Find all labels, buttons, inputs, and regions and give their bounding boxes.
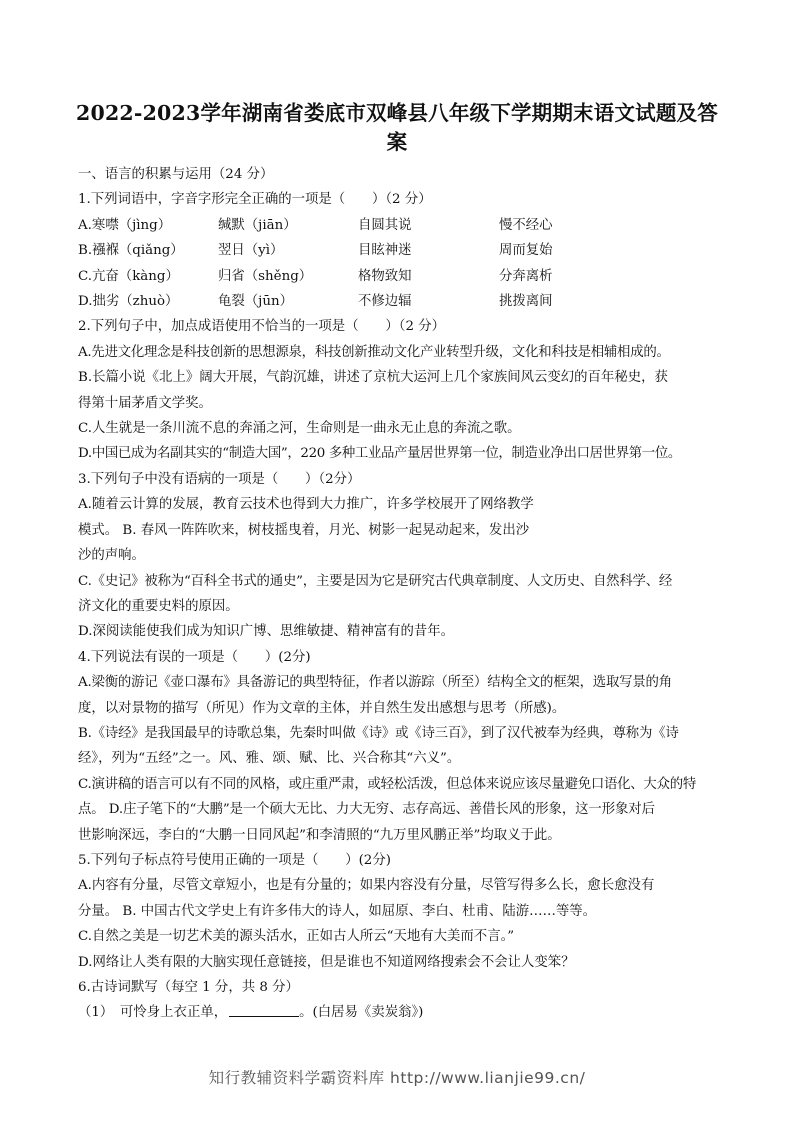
question-2-option-b-cont: 得第十届茅盾文学奖。	[78, 395, 212, 411]
question-6-stem: 6.古诗词默写（每空 1 分，共 8 分）	[78, 980, 299, 995]
option-cell: A.寒噤（jìng）	[78, 217, 172, 233]
title-line-2: 案	[386, 130, 408, 154]
question-4-option-b-cont: 经》，列为“五经”之一。风、雅、颂、赋、比、兴合称其“六义”。	[78, 751, 461, 767]
option-cell: 周而复始	[499, 243, 553, 259]
question-4-option-a: A.梁衡的游记《壶口瀑布》具备游记的典型特征，作者以游踪（所至）结构全文的框架，选取写景的角	[78, 675, 672, 691]
question-1-option-row	[78, 264, 718, 289]
question-5-option-d: D.网络让人类有限的大脑实现任意链接，但是谁也不知道网络搜索会不会让人变笨？	[78, 954, 575, 970]
option-cell: 归省（shěng）	[218, 268, 313, 284]
option-cell: 缄默（jiān）	[218, 217, 297, 233]
question-5-option-a: A.内容有分量，尽管文章短小，也是有分量的；如果内容没有分量，尽管写得多么长，愈长愈没有	[78, 878, 655, 894]
question-1-option-row	[78, 289, 718, 314]
section-heading: 一、语言的积累与运用（24 分）	[78, 167, 274, 182]
option-cell: 翌日（yì）	[218, 243, 284, 259]
question-2-option-b: B.长篇小说《北上》阔大开展，气韵沉雄，讲述了京杭大运河上几个家族间风云变幻的百年秘史，获	[78, 370, 668, 386]
option-cell: 格物致知	[358, 268, 412, 284]
option-cell: 挑拨离间	[499, 294, 553, 310]
page-footer: 知行教辅资料学霸资料库 http://www.lianjie99.cn/	[208, 1069, 586, 1087]
question-4-option-c: C.演讲稿的语言可以有不同的风格，或庄重严肃，或轻松活泼，但总体来说应该尽量避免口语化、大众的特	[78, 776, 696, 792]
question-2-option-c: C.人生就是一条川流不息的奔涌之河，生命则是一曲永无止息的奔流之歌。	[78, 421, 521, 437]
question-4-option-d-cont: 世影响深远，李白的“大鹏一日同风起”和李清照的“九万里风鹏正举”均取义于此。	[78, 827, 561, 843]
question-3-option-d: D.深阅读能使我们成为知识广博、思维敏捷、精神富有的昔年。	[78, 624, 455, 640]
question-1-option-row	[78, 213, 718, 238]
question-2-option-d: D.中国已成为名副其实的“制造大国”，220 多种工业品产量居世界第一位，制造业净出口居世界第一位。	[78, 446, 681, 462]
question-6-item-1-prefix: （1） 可怜身上衣正单，	[78, 1005, 228, 1021]
option-cell: B.襁褓（qiǎng）	[78, 243, 184, 259]
question-3-option-b-cont: 沙的声响。	[78, 548, 145, 564]
option-cell: 龟裂（jūn）	[218, 294, 293, 310]
option-cell: 分奔离析	[499, 268, 553, 284]
question-4-option-c-cont: 点。 D.庄子笔下的“大鹏”是一个硕大无比、力大无穷、志存高远、善借长风的形象，这一形象对后	[78, 802, 655, 818]
option-cell: 目眩神迷	[358, 243, 412, 259]
question-5-option-c: C.自然之美是一切艺术美的源头活水，正如古人所云“天地有大美而不言。”	[78, 929, 515, 945]
document-title	[76, 99, 718, 157]
question-3-option-c: C.《史记》被称为“百科全书式的通史”，主要是因为它是研究古代典章制度、人文历史、自然科学、经	[78, 573, 673, 589]
question-3-option-c-cont: 济文化的重要史料的原因。	[78, 598, 239, 614]
question-2-stem: 2.下列句子中，加点成语使用不恰当的一项是（ ）（2 分）	[78, 319, 446, 335]
question-4-option-b: B.《诗经》是我国最早的诗歌总集，先秦时叫做《诗》或《诗三百》，到了汉代被奉为经典，尊称为《诗	[78, 725, 679, 741]
option-cell: D.拙劣（zhuò）	[78, 294, 179, 310]
question-3-option-a-cont: 模式。 B. 春风一阵阵吹来，树枝摇曳着，月光、树影一起晃动起来，发出沙	[78, 522, 530, 538]
question-4-stem: 4.下列说法有误的一项是（ ）(2分)	[78, 649, 311, 665]
question-3-option-a: A.随着云计算的发展，教育云技术也得到大力推广，许多学校展开了网络教学	[78, 497, 534, 513]
question-5-stem: 5.下列句子标点符号使用正确的一项是（ ）(2分)	[78, 852, 391, 868]
title-line-1: 2022-2023学年湖南省娄底市双峰县八年级下学期期末语文试题及答	[76, 101, 718, 125]
question-6-item-1-suffix: 。(白居易《卖炭翁》)	[299, 1005, 424, 1021]
option-cell: C.亢奋（kàng）	[78, 268, 179, 284]
question-2-option-a: A.先进文化理念是科技创新的思想源泉，科技创新推动文化产业转型升级，文化和科技是相辅相成的。	[78, 344, 670, 360]
option-cell: 不修边辐	[358, 294, 412, 310]
question-5-option-a-cont: 分量。 B. 中国古代文学史上有许多伟大的诗人，如屈原、李白、杜甫、陆游……等等。	[78, 903, 597, 919]
question-4-option-a-cont: 度，以对景物的描写（所见）作为文章的主体，并自然生发出感想与思考（所感)。	[78, 700, 566, 716]
document-body	[78, 162, 718, 1026]
question-3-stem: 3.下列句子中没有语病的一项是（ ）（2分）	[78, 471, 361, 487]
question-6-item-1	[78, 1000, 718, 1025]
question-1-stem: 1.下列词语中，字音字形完全正确的一项是（ ）（2 分）	[78, 192, 432, 208]
option-cell: 自圆其说	[358, 217, 412, 233]
fill-in-blank	[229, 1002, 299, 1017]
question-1-option-row	[78, 238, 718, 263]
option-cell: 慢不经心	[499, 217, 553, 233]
